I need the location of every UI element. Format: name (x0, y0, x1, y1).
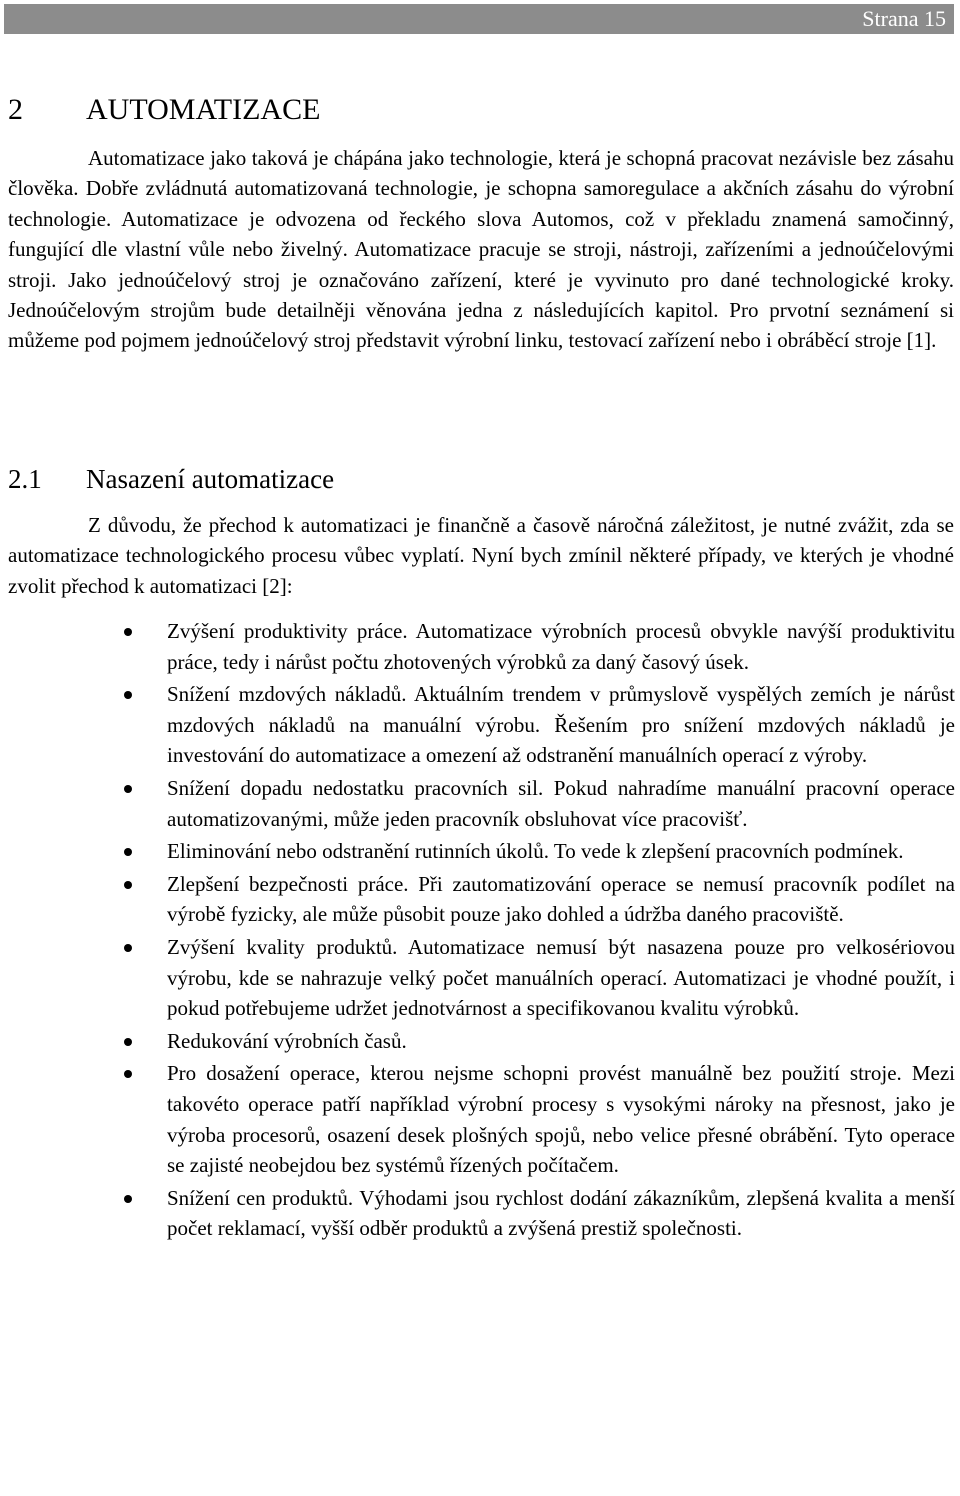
section-heading (8, 462, 334, 496)
list-item-text: Zvýšení kvality produktů. Automatizace nemusí být nasazena pouze pro velkosériovou výrobu, kde se nahrazuje velký počet manuálních operací. Automatizaci je vhodné použít, i pokud potřebujeme udržet jednotvárnost a specifikovanou kvalitu výrobků. (167, 934, 955, 1021)
list-item (167, 679, 955, 771)
automation-reasons-list (0, 616, 960, 1246)
section-number: 2.1 (8, 464, 42, 494)
bullet-icon (124, 628, 132, 636)
page-number: Strana 15 (862, 6, 946, 31)
list-item-text: Pro dosažení operace, kterou nejsme schopni provést manuálně bez použití stroje. Mezi takovéto operace patří například výrobní procesy s vysokými nároky na přesnost, jako je výroba procesorů, osazení desek plošných spojů, nebo velice přesné obrábění. Tyto operace se zajisté neobejdou bez systémů řízených počítačem. (167, 1061, 955, 1178)
list-item (167, 1058, 955, 1180)
list-item (167, 932, 955, 1024)
list-item-text: Redukování výrobních časů. (167, 1028, 407, 1053)
chapter-title: AUTOMATIZACE (86, 93, 321, 126)
bullet-icon (124, 1070, 132, 1078)
bullet-icon (124, 848, 132, 856)
bullet-icon (124, 691, 132, 699)
list-item-text: Snížení mzdových nákladů. Aktuálním trendem v průmyslově vyspělých zemích je nárůst mzdových nákladů na manuální výrobu. Řešením pro snížení mzdových nákladů je investování do automatizace a omezení až odstranění manuálních operací z výroby. (167, 682, 955, 768)
list-item (167, 1183, 955, 1244)
list-item-text: Snížení cen produktů. Výhodami jsou rychlost dodání zákazníkům, zlepšená kvalita a menší počet reklamací, vyšší odběr produktů a zvýšená prestiž společnosti. (167, 1185, 955, 1241)
chapter-heading (8, 92, 320, 128)
list-item (167, 836, 955, 867)
section-title: Nasazení automatizace (86, 464, 335, 494)
page-header-bar (4, 4, 954, 34)
list-item (167, 1026, 955, 1057)
section-intro-paragraph: Z důvodu, že přechod k automatizaci je finančně a časově náročná záležitost, je nutné zvážit, zda se automatizace technologického procesu vůbec vyplatí. Nyní bych zmínil některé případy, ve kterých je vhodné zvolit přechod k automatizaci [2]: (8, 513, 954, 598)
bullet-icon (124, 1195, 132, 1203)
bullet-icon (124, 1038, 132, 1046)
list-item-text: Eliminování nebo odstranění rutinních úkolů. To vede k zlepšení pracovních podmínek. (167, 839, 904, 864)
bullet-icon (124, 785, 132, 793)
bullet-icon (124, 881, 132, 889)
list-item-text: Zvýšení produktivity práce. Automatizace výrobních procesů obvykle navýší produktivitu práce, tedy i nárůst počtu zhotovených výrobků za daný časový úsek. (167, 619, 955, 674)
list-item-text: Zlepšení bezpečnosti práce. Při zautomatizování operace se nemusí pracovník podílet na výrobě fyzicky, ale může působit pouze jako dohled a údržba daného pracoviště. (167, 871, 955, 927)
bullet-icon (124, 944, 132, 952)
chapter-number: 2 (8, 93, 23, 126)
list-item (167, 773, 955, 834)
chapter-intro-paragraph: Automatizace jako taková je chápána jako technologie, která je schopná pracovat nezávisle bez zásahu člověka. Dobře zvládnutá automatizovaná technologie, je schopna samoregulace a akčních zásahu do výrobní technologie. Automatizace je odvozena od řeckého slova Automos, což v překladu znamená samočinný, fungující dle vlastní vůle nebo živelný. Automatizace pracuje se stroji, nástroji, zařízeními a jednoúčelovými stroji. Jako jednoúčelový stroj je označováno zařízení, které je vyvinuto pro dané technologické kroky. Jednoúčelovým strojům bude detailněji věnována jedna z následujících kapitol. Pro prvotní seznámení si můžeme pod pojmem jednoúčelový stroj představit výrobní linku, testovací zařízení nebo i obráběcí stroje [1]. (8, 146, 954, 353)
list-item-text: Snížení dopadu nedostatku pracovních sil. Pokud nahradíme manuální pracovní operace automatizovanými, může jeden pracovník obsluhovat více pracovišť. (167, 775, 955, 831)
list-item (167, 869, 955, 930)
list-item (167, 616, 955, 677)
